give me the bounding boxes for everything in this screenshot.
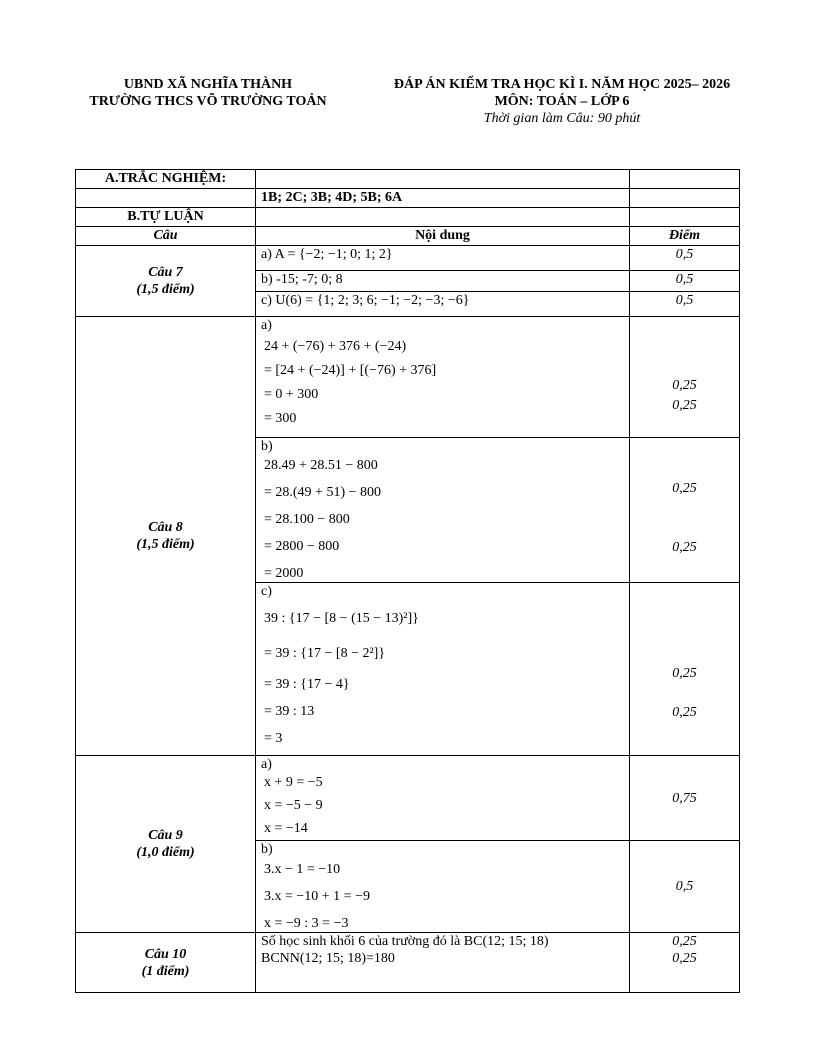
q9-b-label: b) — [261, 842, 273, 857]
col-content-header: Nội dung — [256, 227, 630, 246]
q10-points — [630, 933, 740, 993]
q10-cell — [256, 933, 630, 993]
row-answers — [76, 189, 740, 208]
q9-row-a — [76, 756, 740, 841]
school-name: TRƯỜNG THCS VÕ TRƯỜNG TOẢN — [89, 94, 327, 109]
q8-c-line: = 39 : {17 − 4} — [264, 677, 350, 692]
time-line: Thời gian làm Câu: 90 phút — [483, 111, 641, 126]
section-b-title: B.TỰ LUẬN — [76, 208, 256, 227]
q8-a-point: 0,25 — [672, 398, 697, 413]
q8-b-points — [630, 438, 740, 583]
q7-b: b) -15; -7; 0; 8 — [256, 271, 630, 292]
row-section-b — [76, 208, 740, 227]
q8-c-line: = 39 : 13 — [264, 704, 315, 719]
q8-a-cell — [256, 317, 630, 438]
q9-title: Câu 9 — [148, 828, 183, 843]
q8-label — [76, 317, 256, 756]
q9-a-line: x + 9 = −5 — [264, 775, 323, 790]
q9-a-label: a) — [261, 757, 272, 772]
q8-a-line: = [24 + (−24)] + [(−76) + 376] — [264, 363, 437, 378]
q7-c: c) U(6) = {1; 2; 3; 6; −1; −2; −3; −6} — [256, 292, 630, 317]
q8-c-cell — [256, 583, 630, 756]
col-cau-header: Câu — [76, 227, 256, 246]
district-name: UBND XÃ NGHĨA THÀNH — [123, 77, 293, 92]
q7-b-points: 0,5 — [630, 271, 740, 292]
q7-label — [76, 246, 256, 317]
q10-point: 0,25 — [672, 934, 697, 949]
q10-title: Câu 10 — [144, 946, 187, 962]
q8-c-line: 39 : {17 − [8 − (15 − 13)²]} — [264, 611, 419, 626]
q8-a-line: = 0 + 300 — [264, 387, 319, 402]
q9-a-points: 0,75 — [630, 756, 740, 841]
q10-label — [76, 933, 256, 993]
q7-title: Câu 7 — [148, 265, 183, 280]
q8-b-line: = 2800 − 800 — [264, 539, 340, 554]
subject-line: MÔN: TOÁN – LỚP 6 — [494, 94, 630, 109]
q7-c-points: 0,5 — [630, 292, 740, 317]
q9-b-line: x = −9 : 3 = −3 — [264, 916, 349, 931]
q7-a-points: 0,5 — [630, 246, 740, 271]
row-section-a — [76, 170, 740, 189]
section-a-title: A.TRẮC NGHIỆM: — [76, 170, 256, 189]
doc-title: ĐÁP ÁN KIỂM TRA HỌC KÌ I. NĂM HỌC 2025– 2026 — [393, 77, 731, 92]
q7-points-label: (1,5 điểm) — [136, 282, 195, 297]
row-header — [76, 227, 740, 246]
q8-points-label: (1,5 điểm) — [136, 537, 195, 552]
q10-points-label: (1 điểm) — [141, 963, 190, 979]
q8-a-points — [630, 317, 740, 438]
q8-b-cell — [256, 438, 630, 583]
q8-b-label: b) — [261, 439, 273, 454]
q8-c-label: c) — [261, 584, 272, 599]
header-right — [358, 76, 766, 127]
q8-c-line: = 3 — [264, 731, 283, 746]
q8-a-point: 0,25 — [672, 378, 697, 393]
q10-line: BCNN(12; 15; 18)=180 — [261, 951, 395, 966]
q8-b-point: 0,25 — [672, 540, 697, 555]
q9-b-cell — [256, 841, 630, 933]
q10-row — [76, 933, 740, 993]
q9-a-line: x = −5 − 9 — [264, 798, 323, 813]
q8-b-line: = 2000 — [264, 566, 304, 581]
q8-row-a — [76, 317, 740, 438]
q8-b-line: 28.49 + 28.51 − 800 — [264, 458, 378, 473]
q7-row-a — [76, 246, 740, 271]
q9-label — [76, 756, 256, 933]
q8-c-point: 0,25 — [672, 666, 697, 681]
q8-c-point: 0,25 — [672, 705, 697, 720]
q9-points-label: (1,0 điểm) — [136, 845, 195, 860]
q8-title: Câu 8 — [148, 520, 183, 535]
q8-a-line: 24 + (−76) + 376 + (−24) — [264, 339, 407, 354]
q9-a-line: x = −14 — [264, 821, 308, 836]
q8-b-point: 0,25 — [672, 481, 697, 496]
q9-b-points: 0,5 — [630, 841, 740, 933]
q8-c-line: = 39 : {17 − [8 − 2²]} — [264, 646, 386, 661]
q10-point: 0,25 — [672, 951, 697, 966]
q8-c-points — [630, 583, 740, 756]
q8-b-line: = 28.100 − 800 — [264, 512, 350, 527]
q9-a-cell — [256, 756, 630, 841]
q9-b-line: 3.x = −10 + 1 = −9 — [264, 889, 370, 904]
header-left — [68, 76, 348, 110]
q9-b-line: 3.x − 1 = −10 — [264, 862, 341, 877]
q8-a-line: = 300 — [264, 411, 297, 426]
col-points-header: Điểm — [630, 227, 740, 246]
q7-a: a) A = {−2; −1; 0; 1; 2} — [256, 246, 630, 271]
q8-a-label: a) — [261, 318, 272, 333]
q10-line: Số học sinh khối 6 của trường đó là BC(12; 15; 18) — [261, 934, 549, 949]
mc-answers: 1B; 2C; 3B; 4D; 5B; 6A — [256, 189, 630, 208]
answer-table — [75, 169, 740, 993]
q8-b-line: = 28.(49 + 51) − 800 — [264, 485, 382, 500]
